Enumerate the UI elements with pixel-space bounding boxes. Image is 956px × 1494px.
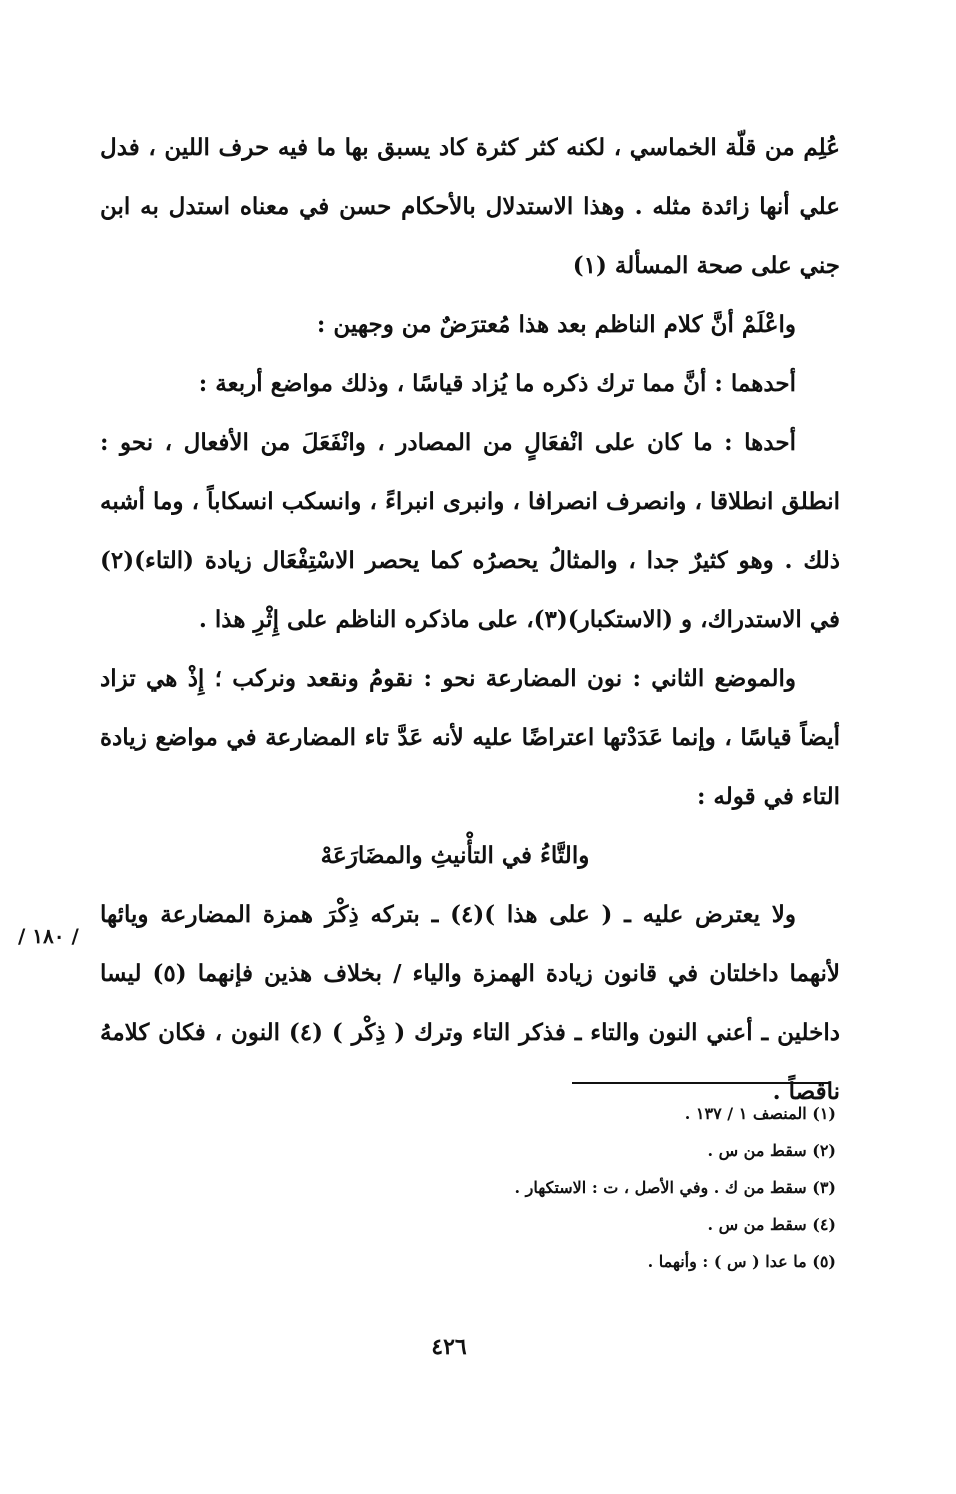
footnote-divider <box>572 1082 830 1084</box>
verse-line: والتَّاءُ في التأْنيثِ والمضَارَعَهْ <box>320 842 590 869</box>
footnote-2: (٢) سقط من س . <box>707 1141 836 1160</box>
footnote-4: (٤) سقط من س . <box>707 1215 836 1234</box>
paragraph-6: ولا يعترض عليه ـ ( على هذا )(٤) ـ بتركه ذِكْرَ همزة المضارعة ويائها لأنهما داخلتان في قانون زيادة الهمزة والياء / بخلاف هذين فإنهما (٥) ليسا داخلين ـ أعني النون والتاء ـ فذكر التاء وترك ( ذِكْر ) (٤) النون ، فكان كلامهُ ناقصاً . <box>100 901 840 1105</box>
footnote-5: (٥) ما عدا ( س ) : وأنهما . <box>647 1252 836 1271</box>
main-body-text <box>100 118 840 1121</box>
page-number: ٤٢٦ <box>431 1334 467 1360</box>
manuscript-folio-marker: / ١٨٠ / <box>18 924 79 948</box>
footnotes <box>300 1095 836 1280</box>
paragraph-2: واعْلَمْ أنَّ كلام الناظم بعد هذا مُعترَضٌ من وجهين : <box>316 311 796 338</box>
paragraph-3: أحدهما : أنَّ مما ترك ذكره ما يُزاد قياسًا ، وذلك مواضع أربعة : <box>198 370 796 397</box>
paragraph-5: والموضع الثاني : نون المضارعة نحو : نقومُ ونقعد ونركب ؛ إِذْ هي تزاد أيضاً قياسًا ، وإنما عَدَدْتها اعتراضًا عليه لأنه عَدَّ تاء المضارعة في مواضع زيادة التاء في قوله : <box>100 665 840 810</box>
footnote-1: (١) المنصف ١ / ١٣٧ . <box>684 1104 836 1123</box>
paragraph-1: عُلِم من قلّة الخماسي ، لكنه كثر كثرة كاد يسبق بها ما فيه حرف اللين ، فدل علي أنها زائدة مثله . وهذا الاستدلال بالأحكام حسن في معناه استدل به ابن جني على صحة المسألة (١) <box>100 134 840 279</box>
footnote-3: (٣) سقط من ك . وفي الأصل ، ت : الاستكهار . <box>514 1178 836 1197</box>
paragraph-4: أحدها : ما كان على انْفعَالٍ من المصادر ، وانْفَعَلَ من الأفعال ، نحو : انطلق انطلاقا ، وانصرف انصرافا ، وانبرى انبراءً ، وانسكب انسكاباً ، وما أشبه ذلك . وهو كثيرٌ جدا ، والمثالُ يحصرُه كما يحصر الاسْتِفْعَال زيادة (التاء)(٢) في الاستدراك، و (الاستكبار)(٣)، على ماذكره الناظم على إِثْرِ هذا . <box>100 429 840 633</box>
